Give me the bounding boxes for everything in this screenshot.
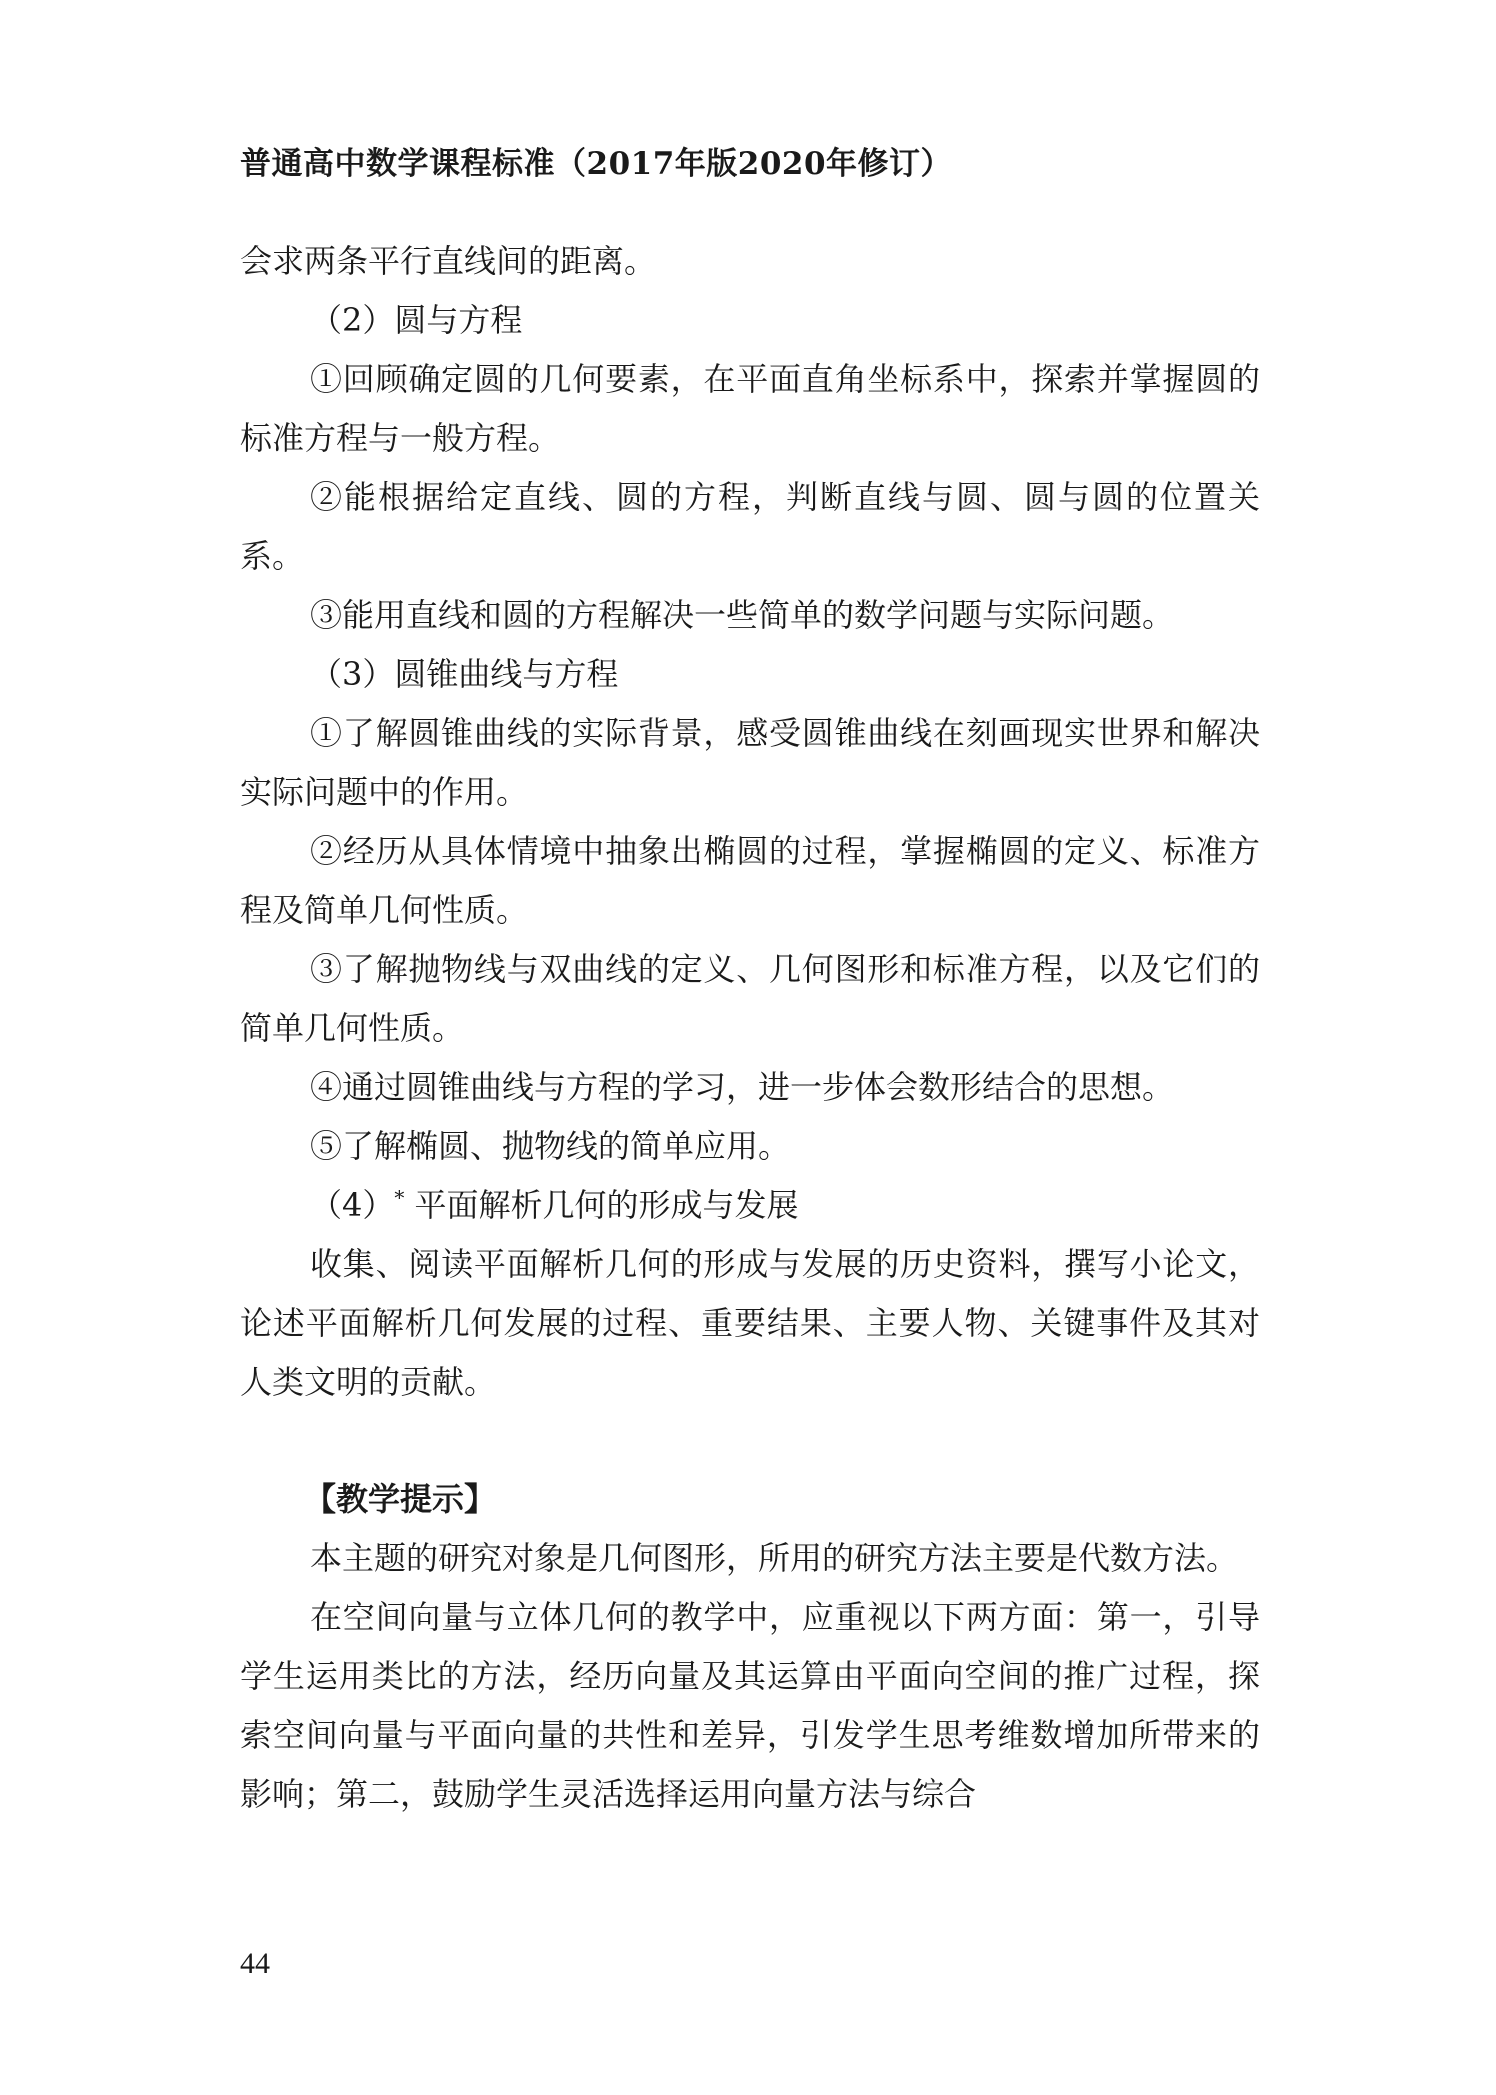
paragraph: 在空间向量与立体几何的教学中，应重视以下两方面：第一，引导学生运用类比的方法，经历向量及其运算由平面向空间的推广过程，探索空间向量与平面向量的共性和差异，引发学生思考维数增加所带来的影响；第二，鼓励学生灵活选择运用向量方法与综合	[240, 1598, 1260, 1813]
paragraph: ⑤了解椭圆、抛物线的简单应用。	[310, 1127, 791, 1165]
paragraph: ③了解抛物线与双曲线的定义、几何图形和标准方程，以及它们的简单几何性质。	[240, 950, 1260, 1047]
subsection-heading: （2）圆与方程	[310, 301, 523, 339]
paragraph: ④通过圆锥曲线与方程的学习，进一步体会数形结合的思想。	[310, 1068, 1175, 1106]
paragraph: 本主题的研究对象是几何图形，所用的研究方法主要是代数方法。	[310, 1539, 1239, 1577]
subsection-heading	[240, 1176, 1260, 1235]
page-body	[240, 232, 1260, 1824]
section-spacer	[240, 1412, 1260, 1470]
paragraph: 会求两条平行直线间的距离。	[240, 242, 657, 280]
paragraph: ②能根据给定直线、圆的方程，判断直线与圆、圆与圆的位置关系。	[240, 478, 1260, 575]
subsection-title: 平面解析几何的形成与发展	[414, 1186, 799, 1224]
running-header: 普通高中数学课程标准（2017年版2020年修订）	[240, 146, 953, 182]
paragraph: 收集、阅读平面解析几何的形成与发展的历史资料，撰写小论文，论述平面解析几何发展的过程、重要结果、主要人物、关键事件及其对人类文明的贡献。	[240, 1245, 1260, 1401]
paragraph: ③能用直线和圆的方程解决一些简单的数学问题与实际问题。	[310, 596, 1175, 634]
page-number: 44	[240, 1947, 270, 1980]
paragraph: ①回顾确定圆的几何要素，在平面直角坐标系中，探索并掌握圆的标准方程与一般方程。	[240, 360, 1260, 457]
section-title: 【教学提示】	[304, 1480, 497, 1518]
subsection-number: （4）	[310, 1186, 395, 1224]
paragraph: ②经历从具体情境中抽象出椭圆的过程，掌握椭圆的定义、标准方程及简单几何性质。	[240, 832, 1260, 929]
subsection-heading: （3）圆锥曲线与方程	[310, 655, 619, 693]
paragraph: ①了解圆锥曲线的实际背景，感受圆锥曲线在刻画现实世界和解决实际问题中的作用。	[240, 714, 1260, 811]
optional-asterisk: *	[394, 1185, 405, 1210]
